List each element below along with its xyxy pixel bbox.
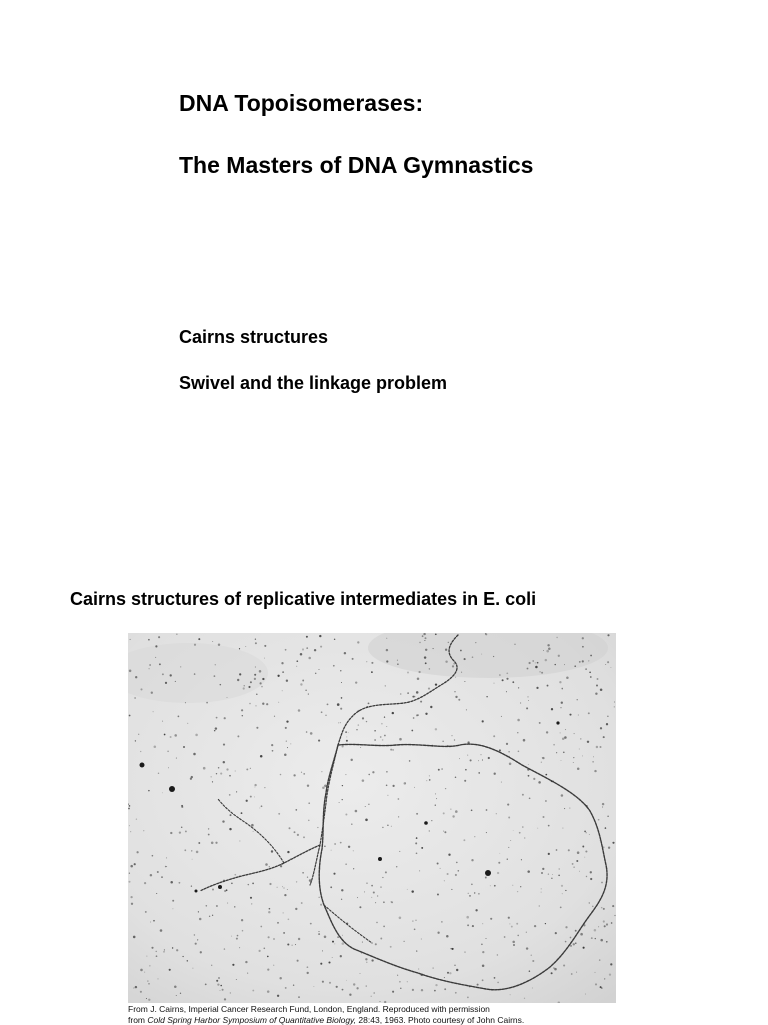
- credit-suffix: 28:43, 1963. Photo courtesy of John Cairns.: [358, 1015, 525, 1025]
- slide-title: DNA Topoisomerases:: [179, 90, 424, 116]
- slide-subtitle: The Masters of DNA Gymnastics: [179, 152, 534, 178]
- topic-item: Cairns structures: [179, 327, 329, 347]
- figure-credit-line: [128, 1016, 524, 1025]
- electron-micrograph-image: [128, 633, 616, 1003]
- figure-title: Cairns structures of replicative intermediates in E. coli: [70, 589, 537, 609]
- credit-prefix: from: [128, 1015, 145, 1025]
- topic-item: Swivel and the linkage problem: [179, 373, 448, 393]
- figure-credit-line: From J. Cairns, Imperial Cancer Research Fund, London, England. Reproduced with permission: [128, 1004, 490, 1014]
- credit-journal: Cold Spring Harbor Symposium of Quantitative Biology,: [147, 1015, 357, 1025]
